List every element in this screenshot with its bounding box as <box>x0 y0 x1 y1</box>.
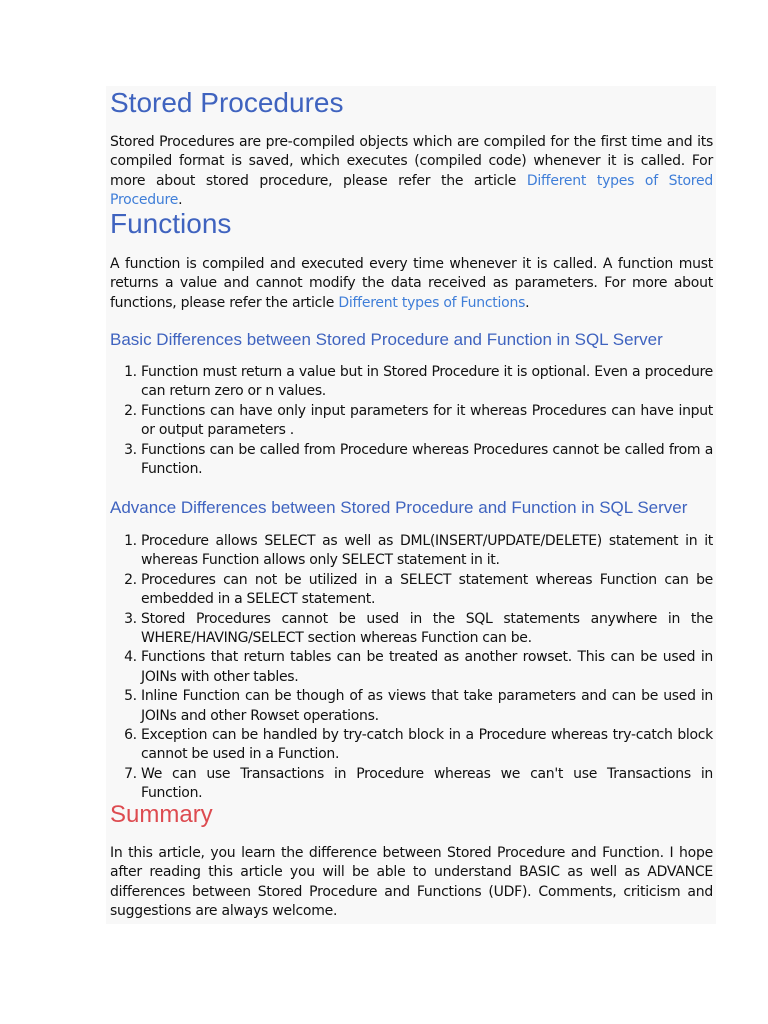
list-item: 3. Functions can be called from Procedure whereas Procedures cannot be called from a Function. <box>141 441 713 480</box>
summary-paragraph: In this article, you learn the difference between Stored Procedure and Function. I hope after reading this article you will be able to understand BASIC as well as ADVANCE differences between Stored Procedure and Functions (UDF). Comments, criticism and suggestions are always welcome. <box>110 845 713 920</box>
link-function-types[interactable]: Different types of Functions <box>338 294 526 311</box>
functions-end: . <box>525 294 530 311</box>
functions-text: A function is compiled and executed every time whenever it is called. A function must returns a value and cannot modify the data received as parameters. For more about functions, please refer the article <box>110 256 713 311</box>
heading-stored-procedures: Stored Procedures <box>110 87 344 118</box>
list-item: 1. Procedure allows SELECT as well as DML(INSERT/UPDATE/DELETE) statement in it whereas Function allows only SELECT statement in it. <box>141 532 713 571</box>
link-stored-procedure-types[interactable]: Different types of Stored Procedure <box>110 172 713 209</box>
list-item: 1. Function must return a value but in Stored Procedure it is optional. Even a procedure can return zero or n values. <box>141 363 713 402</box>
heading-summary: Summary <box>110 801 213 828</box>
heading-advance-differences: Advance Differences between Stored Procedure and Function in SQL Server <box>110 498 688 517</box>
list-item: 5. Inline Function can be though of as views that take parameters and can be used in JOINs and other Rowset operations. <box>141 687 713 726</box>
list-item: 3. Stored Procedures cannot be used in the SQL statements anywhere in the WHERE/HAVING/SELECT section whereas Function can be. <box>141 610 713 649</box>
functions-paragraph <box>110 255 713 313</box>
stored-procedures-paragraph <box>110 133 713 211</box>
advance-differences-list <box>110 532 713 804</box>
list-item: 4. Functions that return tables can be treated as another rowset. This can be used in JOINs with other tables. <box>141 648 713 687</box>
heading-basic-differences: Basic Differences between Stored Procedure and Function in SQL Server <box>110 330 663 349</box>
list-item: 7. We can use Transactions in Procedure whereas we can't use Transactions in Function. <box>141 765 713 804</box>
stored-procedures-text: Stored Procedures are pre-compiled objects which are compiled for the first time and its compiled format is saved, which executes (compiled code) whenever it is called. For more about stored procedure, please refer the article <box>110 134 713 189</box>
list-item: 2. Procedures can not be utilized in a SELECT statement whereas Function can be embedded in a SELECT statement. <box>141 571 713 610</box>
stored-procedures-end: . <box>178 192 183 209</box>
list-item: 6. Exception can be handled by try-catch block in a Procedure whereas try-catch block cannot be used in a Function. <box>141 726 713 765</box>
basic-differences-list <box>110 363 713 479</box>
heading-functions: Functions <box>110 208 232 239</box>
article-content <box>106 86 716 924</box>
list-item: 2. Functions can have only input parameters for it whereas Procedures can have input or output parameters . <box>141 402 713 441</box>
